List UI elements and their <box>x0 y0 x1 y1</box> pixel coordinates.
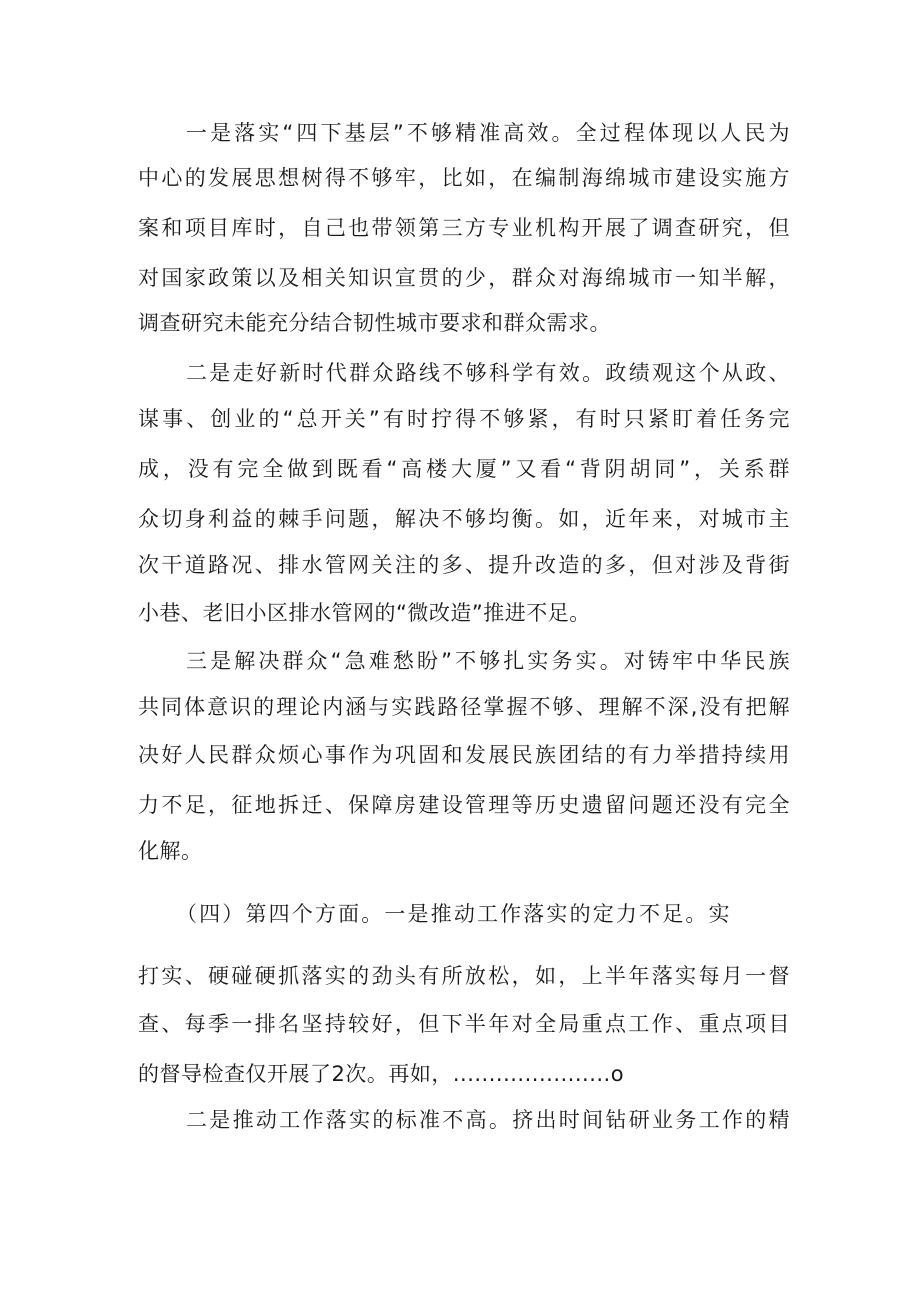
paragraph-3-line-4: 力不足，征地拆迁、保障房建设管理等历史遗留问题还没有完全 <box>138 793 790 817</box>
paragraph-3-line-1: 三是解决群众“急难愁盼”不够扎实务实。对铸牢中华民族 <box>186 649 790 673</box>
paragraph-3-line-3: 决好人民群众烦心事作为巩固和发展民族团结的有力举措持续用 <box>138 743 790 767</box>
paragraph-2-line-3: 成，没有完全做到既看“高楼大厦”又看“背阴胡同”，关系群 <box>138 457 790 481</box>
paragraph-1-line-3: 案和项目库时，自己也带领第三方专业机构开展了调查研究，但 <box>138 216 790 240</box>
section-4-heading: （四）第四个方面。一是推动工作落实的定力不足。实 <box>176 902 730 926</box>
paragraph-2-line-1: 二是走好新时代群众路线不够科学有效。政绩观这个从政、 <box>186 361 790 385</box>
paragraph-5-line-1: 二是推动工作落实的标准不高。挤出时间钻研业务工作的精 <box>186 1108 790 1132</box>
paragraph-3-line-5: 化解。 <box>138 839 203 863</box>
paragraph-3-line-2: 共同体意识的理论内涵与实践路径掌握不够、理解不深,没有把解 <box>138 695 790 719</box>
paragraph-4-line-2: 查、每季一排名坚持较好，但下半年对全局重点工作、重点项目 <box>138 1012 790 1036</box>
paragraph-2-line-2: 谋事、创业的“总开关”有时拧得不够紧，有时只紧盯着任务完 <box>138 407 790 431</box>
paragraph-2-line-6: 小巷、老旧小区排水管网的“微改造”推进不足。 <box>138 601 591 625</box>
paragraph-1-line-5: 调查研究未能充分结合韧性城市要求和群众需求。 <box>138 311 611 335</box>
paragraph-4-line-3: 的督导检查仅开展了2次。再如，......................o <box>138 1062 625 1086</box>
paragraph-2-line-5: 次干道路况、排水管网关注的多、提升改造的多，但对涉及背街 <box>138 553 790 577</box>
paragraph-1-line-1: 一是落实“四下基层”不够精准高效。全过程体现以人民为 <box>186 121 790 145</box>
paragraph-4-line-1: 打实、硬碰硬抓落实的劲头有所放松，如，上半年落实每月一督 <box>138 964 790 988</box>
paragraph-2-line-4: 众切身利益的棘手问题，解决不够均衡。如，近年来，对城市主 <box>138 507 790 531</box>
paragraph-1-line-4: 对国家政策以及相关知识宣贯的少，群众对海绵城市一知半解， <box>138 266 790 290</box>
paragraph-1-line-2: 中心的发展思想树得不够牢，比如，在编制海绵城市建设实施方 <box>138 166 790 190</box>
